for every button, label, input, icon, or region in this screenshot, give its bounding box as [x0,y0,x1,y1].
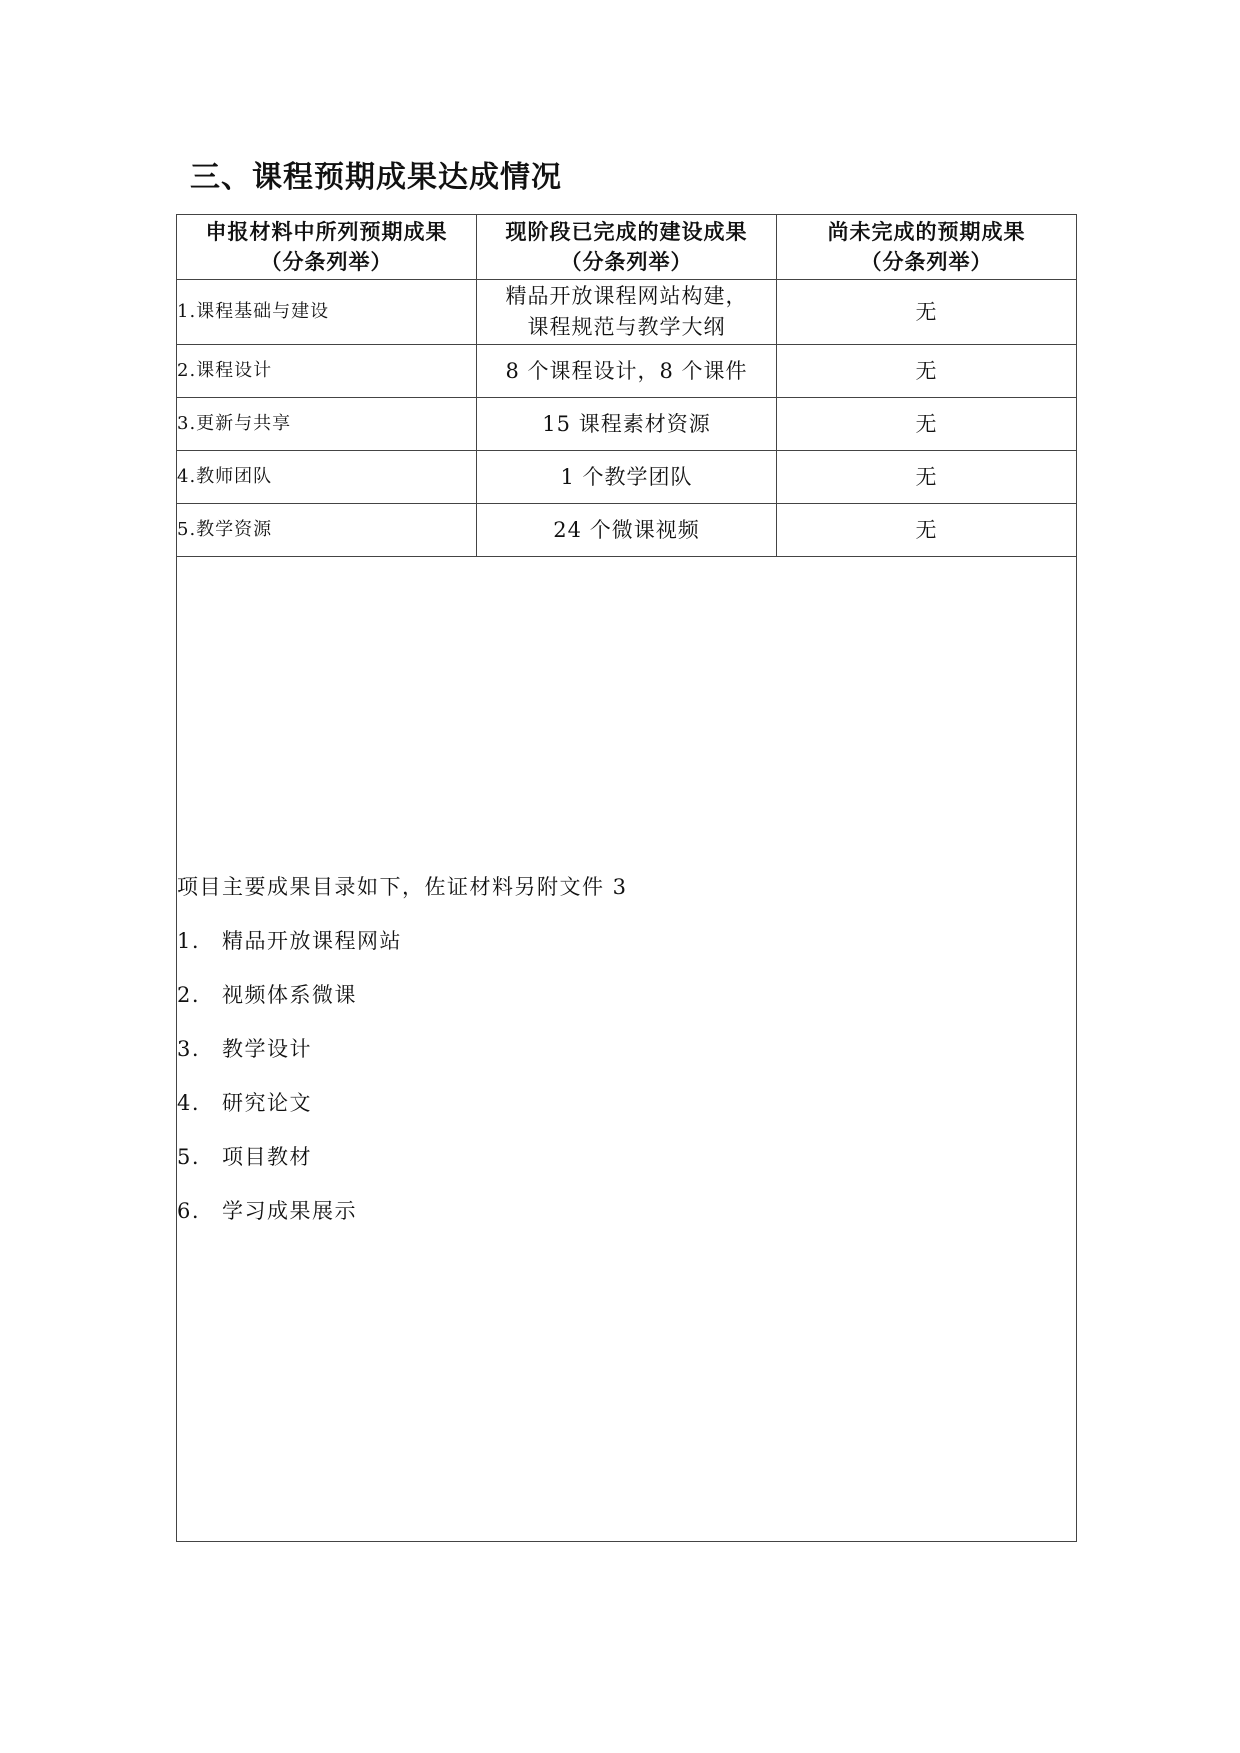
list-item [177,980,1076,1010]
header-subline: （分条列举） [260,249,393,274]
header-completed-outcomes [477,215,777,280]
list-item-number: 3. [177,1037,201,1061]
header-subline: （分条列举） [860,249,993,274]
list-item [177,1088,1076,1118]
pending-cell: 无 [777,345,1077,398]
expected-cell: 4.教师团队 [177,451,477,504]
expected-cell: 3.更新与共享 [177,398,477,451]
expected-cell: 5.教学资源 [177,504,477,557]
list-item-text: 教学设计 [222,1037,312,1061]
table-row [177,280,1077,345]
list-item-text: 学习成果展示 [222,1199,357,1223]
table-row [177,451,1077,504]
pending-cell: 无 [777,504,1077,557]
list-item-text: 视频体系微课 [222,983,357,1007]
completed-cell: 8 个课程设计，8 个课件 [477,345,777,398]
completed-cell: 15 课程素材资源 [477,398,777,451]
expected-cell: 2.课程设计 [177,345,477,398]
list-item [177,1034,1076,1064]
header-line: 申报材料中所列预期成果 [205,219,448,244]
completed-line: 精品开放课程网站构建， [505,284,748,308]
pending-cell: 无 [777,280,1077,345]
header-line: 现阶段已完成的建设成果 [505,219,748,244]
outcomes-table [176,214,1077,1542]
outcomes-list-intro: 项目主要成果目录如下，佐证材料另附文件 3 [177,875,628,899]
header-line: 尚未完成的预期成果 [827,219,1026,244]
expected-cell: 1.课程基础与建设 [177,280,477,345]
list-item-text: 精品开放课程网站 [222,929,402,953]
list-item-number: 5. [177,1145,201,1169]
list-item-text: 研究论文 [222,1091,312,1115]
table-header-row [177,215,1077,280]
outcomes-list-cell [177,557,1077,1542]
list-item [177,1142,1076,1172]
list-item [177,1196,1076,1226]
list-item-number: 6. [177,1199,201,1223]
table-row [177,345,1077,398]
list-item-text: 项目教材 [222,1145,312,1169]
pending-cell: 无 [777,398,1077,451]
header-expected-outcomes [177,215,477,280]
completed-cell: 24 个微课视频 [477,504,777,557]
list-item-number: 4. [177,1091,201,1115]
completed-line: 课程规范与教学大纲 [527,315,726,339]
completed-cell: 1 个教学团队 [477,451,777,504]
list-item-number: 2. [177,983,201,1007]
section-title: 三、课程预期成果达成情况 [190,160,562,195]
pending-cell: 无 [777,451,1077,504]
outcomes-list-row [177,557,1077,1542]
table-row [177,398,1077,451]
header-pending-outcomes [777,215,1077,280]
list-item-number: 1. [177,929,201,953]
completed-cell [477,280,777,345]
header-subline: （分条列举） [560,249,693,274]
table-row [177,504,1077,557]
list-item [177,926,1076,956]
